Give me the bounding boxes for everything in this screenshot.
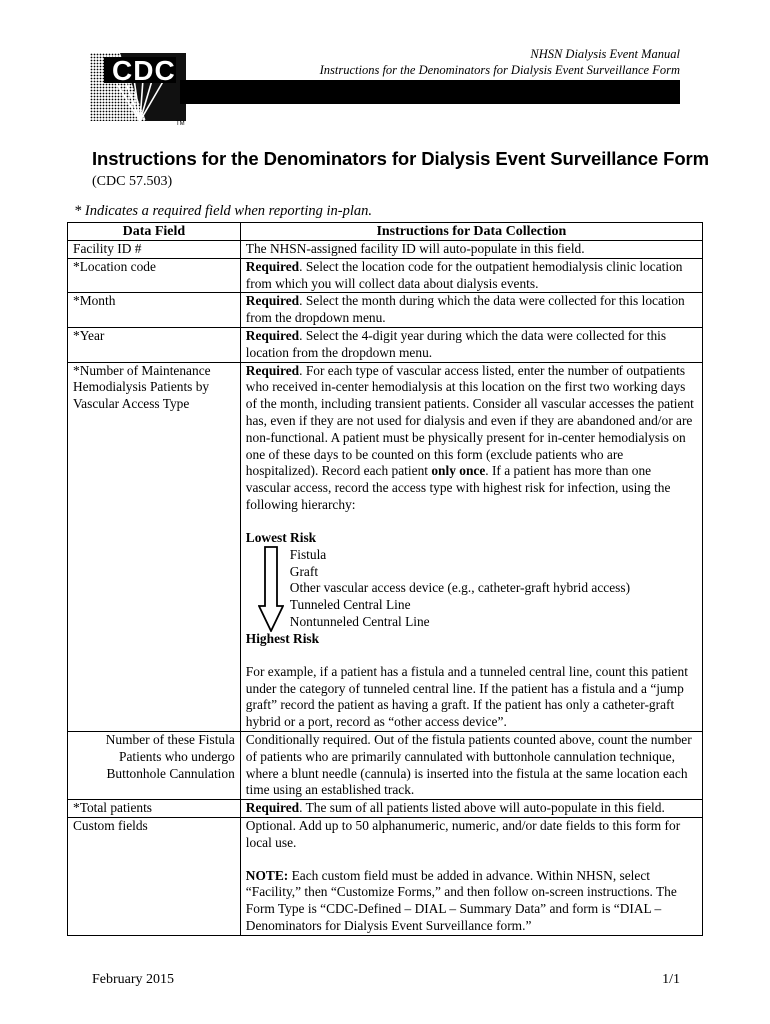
page-number: 1/1 [662,972,680,987]
highest-risk-label: Highest Risk [245,630,320,646]
manual-title: NHSN Dialysis Event Manual [530,47,680,61]
instruction-text: . Select the location code for the outpatient hemodialysis clinic location from which you will collect data about dialysis events. [245,258,683,291]
field-instructions [240,817,702,935]
note-label: NOTE: [245,867,289,883]
table-row-location-code [68,258,703,293]
manual-subtitle: Instructions for the Denominators for Dialysis Event Surveillance Form [319,63,680,77]
instruction-text: . Select the month during which the data were collected for this location from the dropdown menu. [245,293,685,326]
only-once-emphasis: only once [431,463,486,479]
cdc-logo-text: CDC [112,55,176,86]
trademark-mark: TM [176,121,185,127]
note-text: Each custom field must be added in advance. Within NHSN, select “Facility,” then “Customize Forms,” and then follow on-screen instructions. The Form Type is “CDC-Defined – DIAL – Summary Data” and form is “DIAL – Denominators for Dialysis Event Surveillance form.” [245,867,677,933]
example-paragraph: For example, if a patient has a fistula and a tunneled central line, count this patient under the category of tunneled central line. If the patient has a fistula and a “jump graft” record the patient as having a graft. If the patient has only a catheter-graft hybrid or a port, record as “other access device”. [245,663,688,730]
table-row-buttonhole [68,731,703,799]
field-name: Facility ID # [68,241,241,259]
form-code: (CDC 57.503) [92,174,173,189]
field-instructions: Conditionally required. Out of the fistula patients counted above, count the number of patients who are primarily cannulated with buttonhole cannulation technique, where a blunt needle (cannula) is inserted into the fistula at the same location each time using an established track. [240,731,702,799]
list-item: Tunneled Central Line [289,597,411,613]
required-label: Required [245,258,300,274]
field-instructions [240,327,702,362]
risk-hierarchy [246,530,697,648]
required-label: Required [245,800,300,816]
note-paragraph [246,868,697,935]
field-name: *Year [68,327,241,362]
down-arrow-icon [258,546,284,632]
field-instructions [240,293,702,328]
instruction-text: . Select the 4-digit year during which the data were collected for this location from the dropdown menu. [245,327,667,360]
instruction-text: The NHSN-assigned facility ID will auto-populate in this field. [245,241,585,256]
list-item: Graft [289,563,319,579]
field-name: Custom fields [68,817,241,935]
required-label: Required [245,293,300,309]
instruction-text: Optional. Add up to 50 alphanumeric, numeric, and/or date fields to this form for local use. [245,817,681,850]
field-name: Number of these Fistula Patients who undergo Buttonhole Cannulation [68,731,241,799]
list-item: Other vascular access device (e.g., catheter-graft hybrid access) [289,580,631,596]
table-row-facility-id [68,241,703,259]
header-bar [180,80,680,104]
field-instructions [240,258,702,293]
instructions-table [67,222,703,936]
required-field-note: * Indicates a required field when reporting in-plan. [74,203,373,219]
field-name: *Month [68,293,241,328]
lowest-risk-label: Lowest Risk [245,529,317,545]
table-row-month [68,293,703,328]
table-header-row [68,223,703,241]
table-row-total-patients [68,800,703,818]
required-label: Required [245,327,300,343]
access-type-list [290,547,630,631]
required-label: Required [245,362,300,378]
list-item: Fistula [289,546,327,562]
field-instructions [240,800,702,818]
field-name: *Number of Maintenance Hemodialysis Patients by Vascular Access Type [68,362,241,731]
table-row-custom-fields [68,817,703,935]
instruction-paragraph [246,363,697,514]
form-title: Instructions for the Denominators for Dialysis Event Surveillance Form [92,148,710,169]
cdc-logo [90,53,186,129]
footer-date: February 2015 [92,972,175,987]
instruction-text: . The sum of all patients listed above will auto-populate in this field. [299,800,665,816]
instruction-text: . If a patient has more than one vascular access, record the access type with highest risk for infection, using the following hierarchy: [245,463,671,512]
field-instructions [240,241,702,259]
field-instructions [240,362,702,731]
table-row-maintenance-patients [68,362,703,731]
column-header-data-field: Data Field [68,223,241,241]
field-name: *Total patients [68,800,241,818]
table-row-year [68,327,703,362]
instruction-text: . For each type of vascular access listed, enter the number of outpatients who received in-center hemodialysis at this location on the first two working days of the month, including transient patients. Consider all vascular accesses the patient has, even if they are not used for dialysis and even if they are abandoned and/or are non-functional. A patient must be physically present for in-center hemodialysis on one of these days to be counted on this form (exclude patients who are hospitalized). Record each patient [245,362,694,479]
field-name: *Location code [68,258,241,293]
list-item: Nontunneled Central Line [289,613,430,629]
column-header-instructions: Instructions for Data Collection [240,223,702,241]
